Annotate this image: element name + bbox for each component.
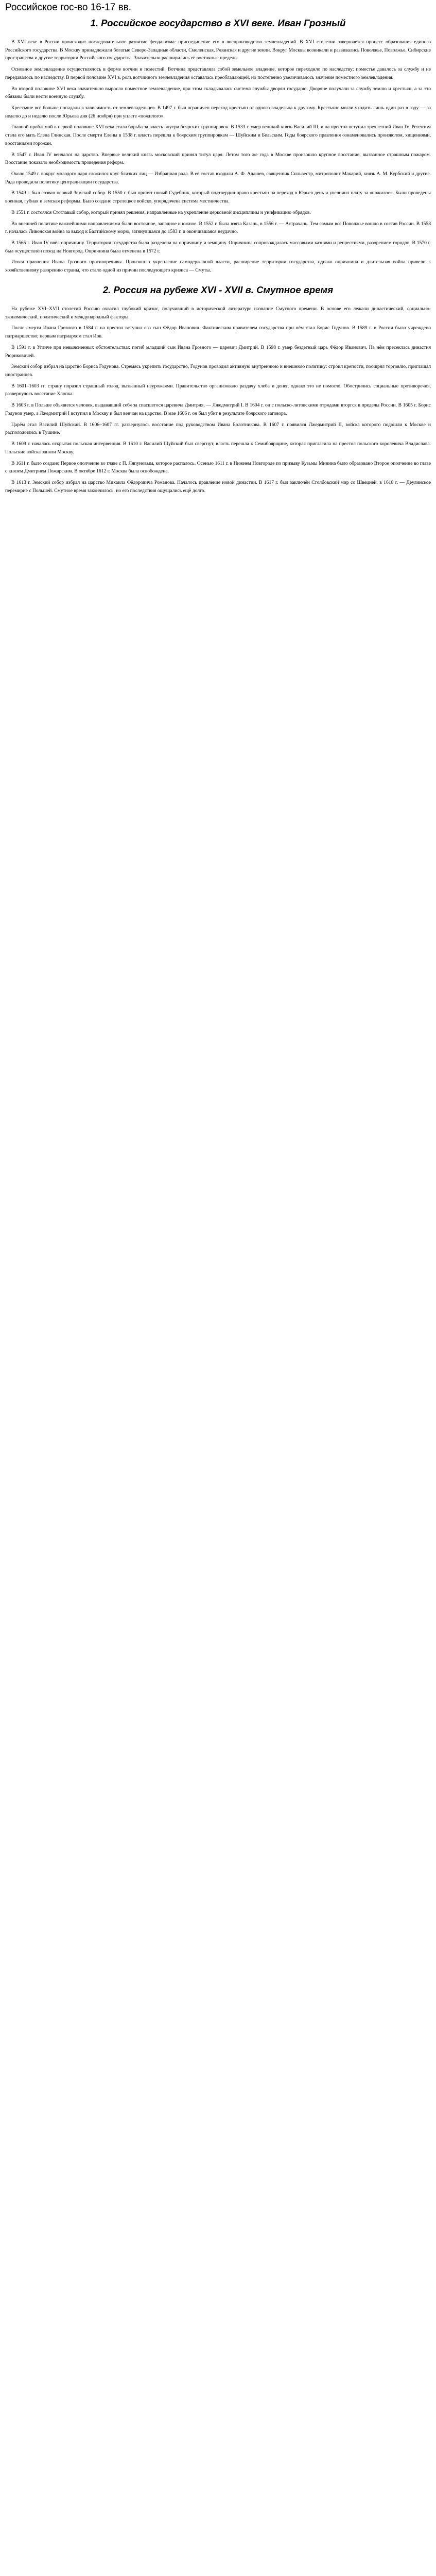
paragraph: В 1551 г. состоялся Стоглавый собор, который принял решения, направленные на укрепление церковной дисциплины и унификацию обрядов.	[11, 209, 311, 215]
paragraph: В 1609 г. началась открытая польская интервенция. В 1610 г. Василий Шуйский был свергнут, власть перешла к Семибоярщине, которая пригласила на престол польского королевича Владислава. Польские войска заняли Москву.	[5, 441, 431, 455]
paragraph: В 1613 г. Земский собор избрал на царство Михаила Фёдоровича Романова. Началось правление новой династии. В 1617 г. был заключён Столбовский мир со Швецией, в 1618 г. — Деулинское перемирие с Польшей. Смутное время закончилось, но его последствия ощущались ещё долго.	[5, 479, 431, 494]
page-title: Российское гос-во 16-17 вв.	[5, 2, 132, 13]
paragraph: Земский собор избрал на царство Бориса Годунова. Стремясь укрепить государство, Годунов проводил активную внутреннюю и внешнюю политику: строил крепости, поощрял торговлю, приглашал иностранцев.	[5, 364, 431, 378]
paragraph: В 1549 г. был созван первый Земский собор. В 1550 г. был принят новый Судебник, который подтвердил право крестьян на переход в Юрьев день и увеличил плату за «пожилое». Были проведены военная, губная и земская реформы. Было создано стрелецкое войско, упорядочена система местничества.	[5, 190, 431, 205]
section-2	[5, 284, 431, 495]
paragraph: В 1591 г. в Угличе при невыясненных обстоятельствах погиб младший сын Ивана Грозного — царевич Дмитрий. В 1598 г. умер бездетный царь Фёдор Иванович. На нём пресеклась династия Рюриковичей.	[5, 344, 431, 359]
paragraph: Главной проблемой в первой половине XVI века стала борьба за власть внутри боярских группировок. В 1533 г. умер великий князь Василий III, и на престол вступил трехлетний Иван IV. Регентом стала его мать Елена Глинская. После смерти Елены в 1538 г. власть перешла к боярским группировкам — Шуйским и Бельским. Годы боярского правления ознаменовались произволом, хищениями, восстаниями горожан.	[5, 124, 431, 146]
paragraph: Основное землевладение осуществлялось в форме вотчин и поместий. Вотчина представляла собой земельное владение, которое переходило по наследству; поместье давалось за службу и не передавалось по наследству. В первой половине XVI в. роль вотчинного землевладения оставалась преобладающей, но постепенно увеличивалось значение поместного землевладения.	[5, 66, 431, 80]
paragraph: В XVI веке в России происходит последовательное развитие феодализма: присоединение его в воспроизводство землевладений. В XVI столетии завершается процесс образования единого Российского государства. В Москву принадлежали богатые Северо-Западные области, Смоленская, Рязанская и другие земли. Вокруг Москвы возникали и развивались Поволжье, Поволжье, Сибирские пространства и другие территории Российского государства. Значительно расширились её восточные пределы.	[5, 39, 431, 61]
paragraph: Во второй половине XVI века значительно выросло поместное землевладение, при этом складывалась система службы дворян государю. Дворяне получали за службу землю и крестьян, а за это обязаны были нести военную службу.	[5, 86, 431, 100]
paragraph: В 1611 г. было создано Первое ополчение во главе с П. Ляпуновым, которое распалось. Осенью 1611 г. в Нижнем Новгороде по призыву Кузьмы Минина было образовано Второе ополчение во главе с князем Дмитрием Пожарским. В октябре 1612 г. Москва была освобождена.	[5, 460, 431, 474]
document-page	[0, 0, 436, 503]
section-heading-2: 2. Россия на рубеже XVI - XVII в. Смутное время	[102, 284, 334, 295]
paragraph: После смерти Ивана Грозного в 1584 г. на престол вступил его сын Фёдор Иванович. Фактическим правителем государства при нём стал Борис Годунов. В 1589 г. в России было учреждено патриаршество; первым патриархом стал Иов.	[5, 325, 431, 340]
paragraph: Итоги правления Ивана Грозного противоречивы. Произошло укрепление самодержавной власти, расширение территории государства, однако опричнина и длительная война привели к хозяйственному разорению страны, что стало одной из причин последующего кризиса — Смуты.	[5, 259, 431, 274]
paragraph: Крестьяне всё больше попадали в зависимость от землевладельцев. В 1497 г. был ограничен переход крестьян от одного владельца к другому. Крестьяне могли уходить лишь один раз в году — за неделю до и неделю после Юрьева дня (26 ноября) при уплате «пожилого».	[5, 105, 431, 119]
paragraph: На рубеже XVI–XVII столетий Россию охватил глубокий кризис, получивший в исторической литературе название Смутного времени. В основе его лежали династический, социально-экономический, политический и международный факторы.	[5, 306, 431, 320]
paragraph: Во внешней политике важнейшими направлениями были восточное, западное и южное. В 1552 г. была взята Казань, в 1556 г. — Астрахань. Тем самым всё Поволжье вошло в состав России. В 1558 г. началась Ливонская война за выход к Балтийскому морю, затянувшаяся до 1583 г. и окончившаяся неудачно.	[5, 221, 431, 235]
paragraph: Около 1549 г. вокруг молодого царя сложился круг близких лиц — Избранная рада. В её состав входили А. Ф. Адашев, священник Сильвестр, митрополит Макарий, князь А. М. Курбский и другие. Рада проводила политику централизации государства.	[5, 171, 431, 185]
section-heading-1: 1. Российское государство в XVI веке. Иван Грозный	[90, 17, 346, 28]
section-2-body	[5, 305, 431, 495]
paragraph: В 1547 г. Иван IV венчался на царство. Впервые великий князь московский принял титул царя. Летом того же года в Москве произошло крупное восстание, вызванное страшным пожаром. Восстание показало необходимость проведения реформ.	[5, 151, 431, 166]
section-1-body	[5, 38, 431, 275]
paragraph: В 1603 г. в Польше объявился человек, выдававший себя за спасшегося царевича Дмитрия, — Лжедмитрий I. В 1604 г. он с польско-литовскими отрядами вторгся в пределы России. В 1605 г. Борис Годунов умер, а Лжедмитрий I вступил в Москву и был венчан на царство. В мае 1606 г. он был убит в результате боярского заговора.	[5, 402, 431, 416]
paragraph: В 1601–1603 гг. страну поразил страшный голод, вызванный неурожаями. Правительство организовало раздачу хлеба и денег, однако это не помогло. Обострились социальные противоречия, развернулось восстание Хлопка.	[5, 383, 431, 397]
paragraph: В 1565 г. Иван IV ввёл опричнину. Территория государства была разделена на опричнину и земщину. Опричнина сопровождалась массовыми казнями и репрессиями, разорением городов. В 1570 г. был осуществлён поход на Новгород. Опричнина была отменена в 1572 г.	[5, 240, 431, 254]
paragraph: Царём стал Василий Шуйский. В 1606–1607 гг. развернулось восстание под руководством Ивана Болотникова. В 1607 г. появился Лжедмитрий II, войска которого подошли к Москве и расположились в Тушине.	[5, 421, 431, 436]
section-1	[5, 17, 431, 275]
